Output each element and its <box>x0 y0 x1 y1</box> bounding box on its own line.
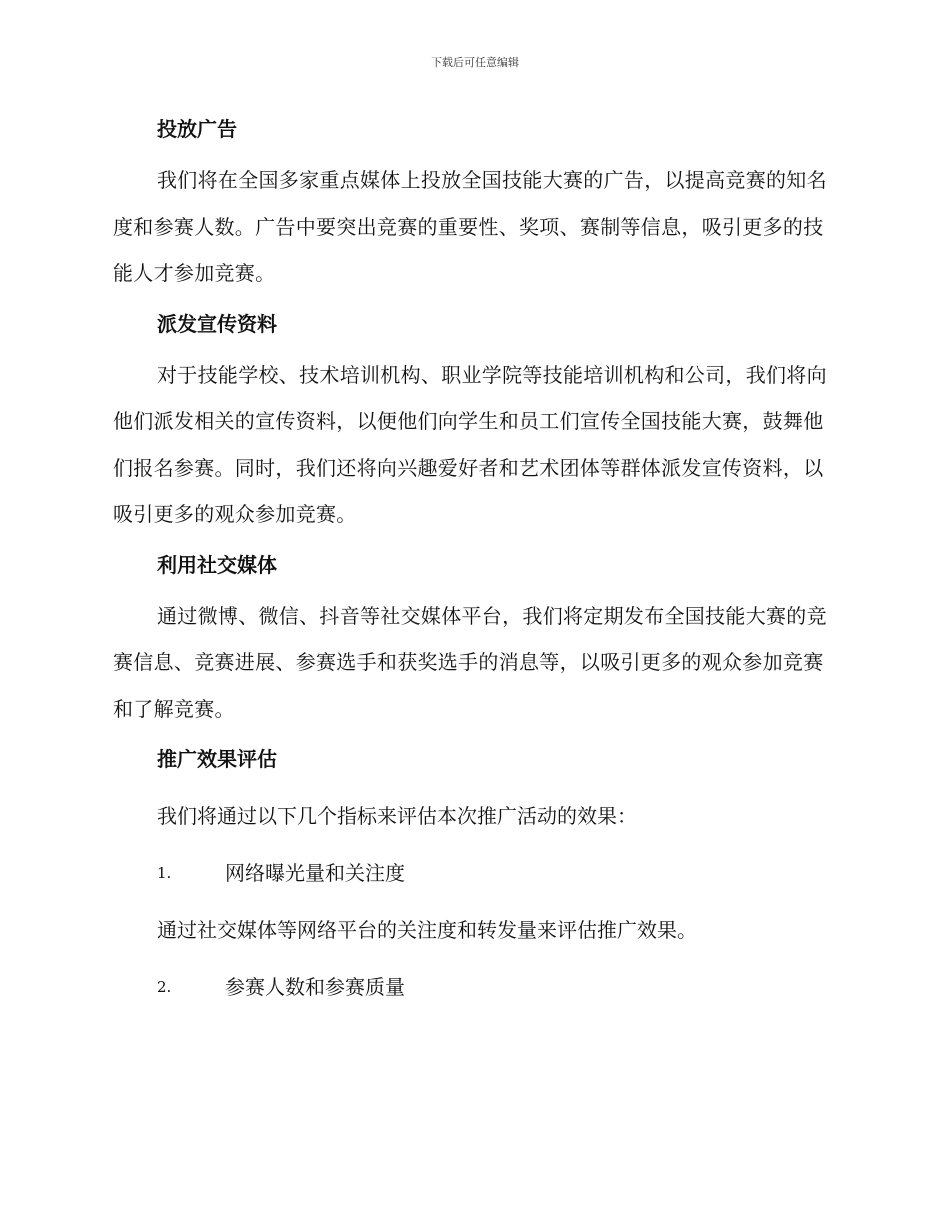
list-label: 参赛人数和参赛质量 <box>225 975 405 999</box>
document-body <box>113 112 833 1005</box>
section-paragraph: 对于技能学校、技术培训机构、职业学院等技能培训机构和公司，我们将向他们派发相关的宣传资料，以便他们向学生和员工们宣传全国技能大赛，鼓舞他们报名参赛。同时，我们还将向兴趣爱好者和艺术团体等群体派发宣传资料，以吸引更多的观众参加竞赛。 <box>113 362 827 526</box>
section-heading: 投放广告 <box>157 117 237 141</box>
section-heading: 推广效果评估 <box>157 747 277 771</box>
section-paragraph: 通过微博、微信、抖音等社交媒体平台，我们将定期发布全国技能大赛的竞赛信息、竞赛进展、参赛选手和获奖选手的消息等，以吸引更多的观众参加竞赛和了解竞赛。 <box>113 603 827 721</box>
list-number: 1. <box>157 864 172 882</box>
section-intro: 我们将通过以下几个指标来评估本次推广活动的效果： <box>157 804 637 828</box>
list-description: 通过社交媒体等网络平台的关注度和转发量来评估推广效果。 <box>157 918 697 942</box>
section-paragraph: 我们将在全国多家重点媒体上投放全国技能大赛的广告，以提高竞赛的知名度和参赛人数。广告中要突出竞赛的重要性、奖项、赛制等信息，吸引更多的技能人才参加竞赛。 <box>113 168 827 285</box>
list-label: 网络曝光量和关注度 <box>225 861 405 885</box>
list-item <box>113 856 833 891</box>
list-number: 2. <box>157 978 172 996</box>
list-item <box>113 970 833 1005</box>
page-header-note: 下载后可任意编辑 <box>431 56 519 69</box>
section-heading: 派发宣传资料 <box>157 311 277 336</box>
section-heading: 利用社交媒体 <box>157 552 277 577</box>
